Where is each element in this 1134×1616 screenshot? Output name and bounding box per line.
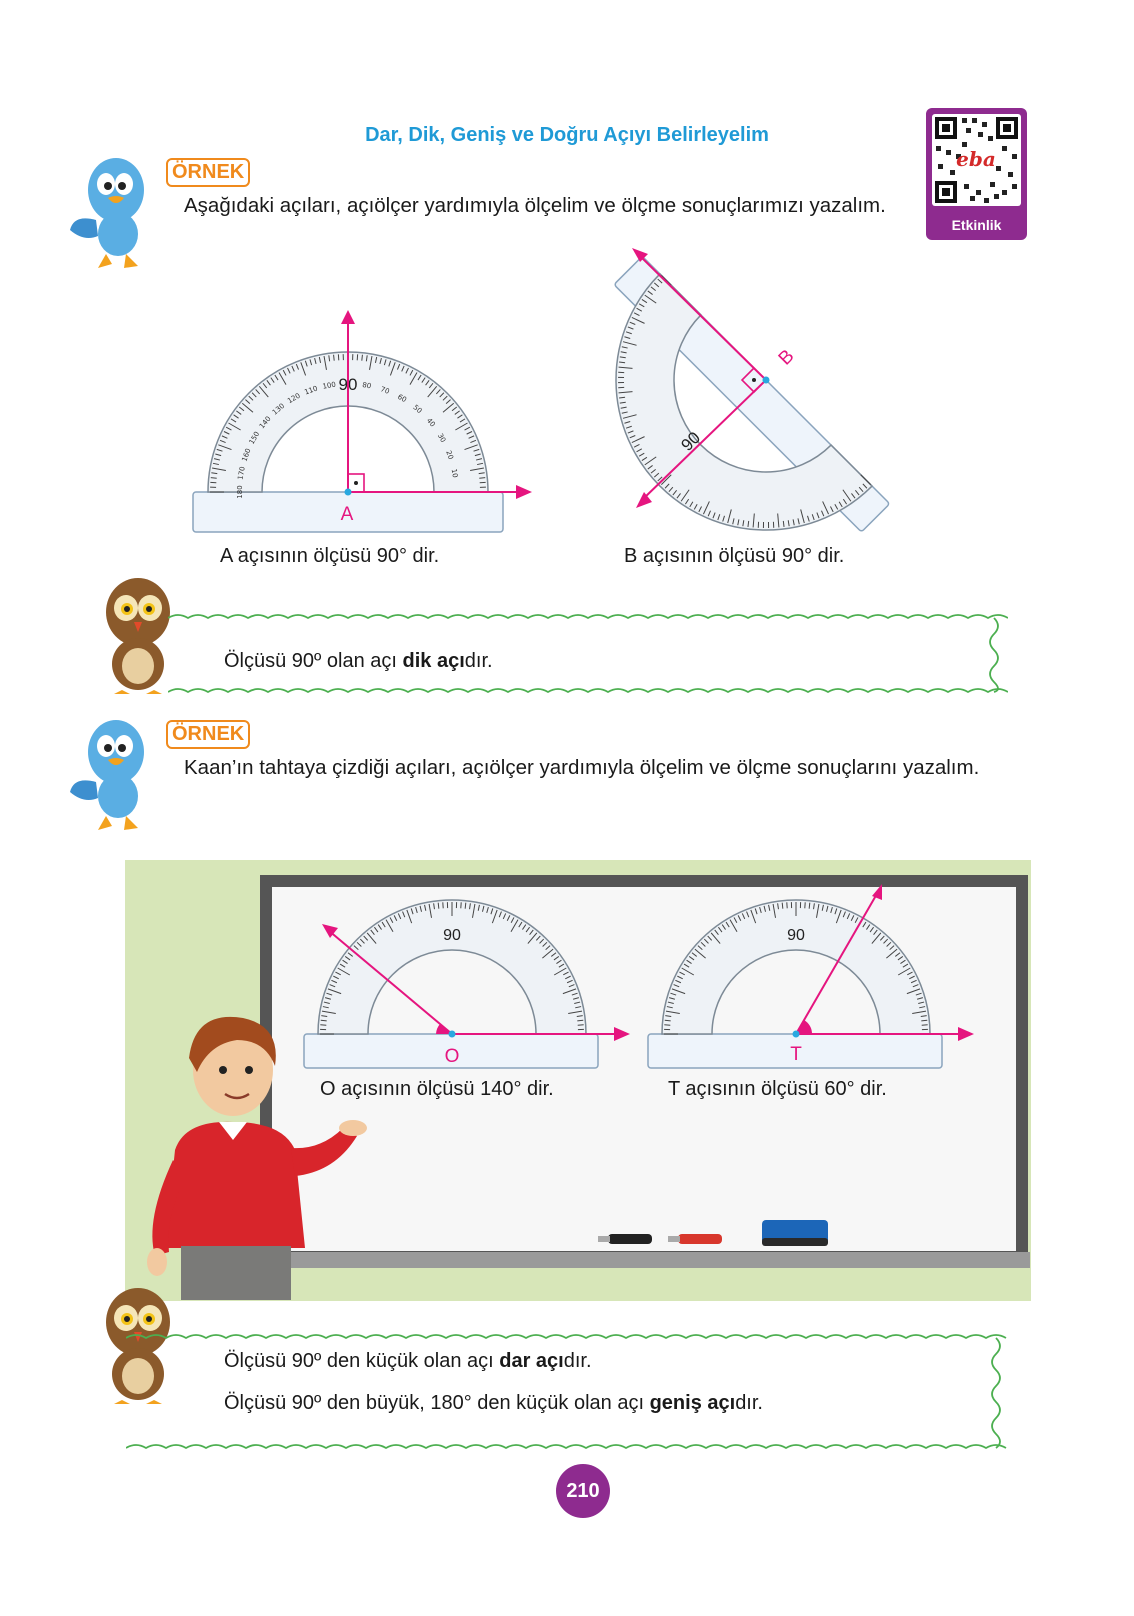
- note2-line1-after: dır.: [563, 1350, 592, 1372]
- tick-mark: [334, 355, 335, 361]
- protractor-b-90-label: 90: [677, 428, 705, 455]
- protractor-t-label: T: [790, 1044, 802, 1065]
- bird-mascot-icon: [66, 150, 162, 274]
- tick-label: 10: [449, 468, 460, 479]
- tick-mark: [465, 903, 466, 909]
- protractor-a-90-label: 90: [338, 375, 358, 394]
- tick-label: 80: [361, 380, 372, 391]
- note2-line1-before: Ölçüsü 90º den küçük olan açı: [224, 1350, 500, 1372]
- tick-label: 100: [321, 380, 337, 391]
- note1-bold: dik açı: [402, 650, 465, 672]
- tick-mark: [438, 903, 439, 909]
- note2-line1: [224, 1350, 592, 1373]
- page-number: 210: [556, 1464, 610, 1518]
- protractor-b: [608, 246, 938, 538]
- protractor-o-90-label: 90: [443, 927, 461, 944]
- board-supplies: [598, 1220, 858, 1254]
- caption-o: O açısının ölçüsü 140° dir.: [320, 1078, 554, 1100]
- tick-mark: [362, 355, 363, 361]
- black-marker-icon: [608, 1234, 652, 1244]
- tick-label: 180: [236, 485, 244, 499]
- eba-logo: eba: [956, 147, 996, 171]
- note2-line2: [224, 1392, 763, 1415]
- tick-label: 110: [303, 384, 319, 397]
- tick-mark: [782, 903, 783, 909]
- note1-text-after: dır.: [464, 650, 493, 672]
- tick-label: 160: [240, 447, 253, 463]
- owl-mascot-icon: [100, 572, 176, 698]
- tick-label: 150: [247, 430, 262, 446]
- tick-label: 20: [444, 449, 455, 461]
- tick-label: 60: [396, 392, 408, 405]
- note2-line1-bold: dar açı: [499, 1350, 564, 1372]
- note1-text: [224, 650, 493, 673]
- tick-mark: [665, 1020, 671, 1021]
- note2-line2-after: dır.: [735, 1392, 763, 1414]
- tick-label: 30: [435, 432, 448, 444]
- tick-mark: [577, 1020, 583, 1021]
- tick-label: 50: [411, 403, 424, 416]
- tick-label: 70: [379, 385, 391, 396]
- tick-mark: [211, 478, 217, 479]
- tick-mark: [479, 478, 485, 479]
- example1-text: Aşağıdaki açıları, açıölçer yardımıyla ölçelim ve ölçme sonuçlarımızı yazalım.: [184, 194, 886, 217]
- qr-label: Etkinlik: [951, 217, 1002, 233]
- boy-kaan-illustration: [125, 1000, 375, 1300]
- note1-text-before: Ölçüsü 90º olan açı: [224, 650, 403, 672]
- tick-mark: [921, 1020, 927, 1021]
- tick-label: 130: [270, 401, 287, 417]
- bird-mascot-icon: [66, 712, 162, 836]
- tick-mark: [809, 903, 810, 909]
- note2-line2-before: Ölçüsü 90º den büyük, 180° den küçük olan açı: [224, 1392, 650, 1414]
- protractor-t: [644, 880, 984, 1070]
- tick-label: 120: [286, 391, 302, 406]
- caption-b: B açısının ölçüsü 90° dir.: [624, 545, 845, 567]
- red-marker-icon: [678, 1234, 722, 1244]
- ornek-badge-1: ÖRNEK: [166, 158, 250, 187]
- tick-label: 140: [257, 414, 273, 431]
- tick-label: 170: [236, 465, 247, 481]
- caption-t: T açısının ölçüsü 60° dir.: [668, 1078, 887, 1100]
- tick-label: 40: [424, 416, 437, 429]
- page-title: Dar, Dik, Geniş ve Doğru Açıyı Belirleyelim: [365, 124, 769, 146]
- caption-a: A açısının ölçüsü 90° dir.: [220, 545, 440, 567]
- ornek-badge-2: ÖRNEK: [166, 720, 250, 749]
- protractor-t-90-label: 90: [787, 927, 805, 944]
- protractor-o-label: O: [444, 1046, 460, 1067]
- example2-text: Kaan’ın tahtaya çizdiği açıları, açıölçer yardımıyla ölçelim ve ölçme sonuçlarını yazalım.: [184, 756, 980, 779]
- protractor-a: [190, 306, 550, 538]
- protractor-b-label: B: [774, 345, 799, 370]
- note2-line2-bold: geniş açı: [649, 1392, 736, 1414]
- protractor-a-label: A: [340, 504, 354, 525]
